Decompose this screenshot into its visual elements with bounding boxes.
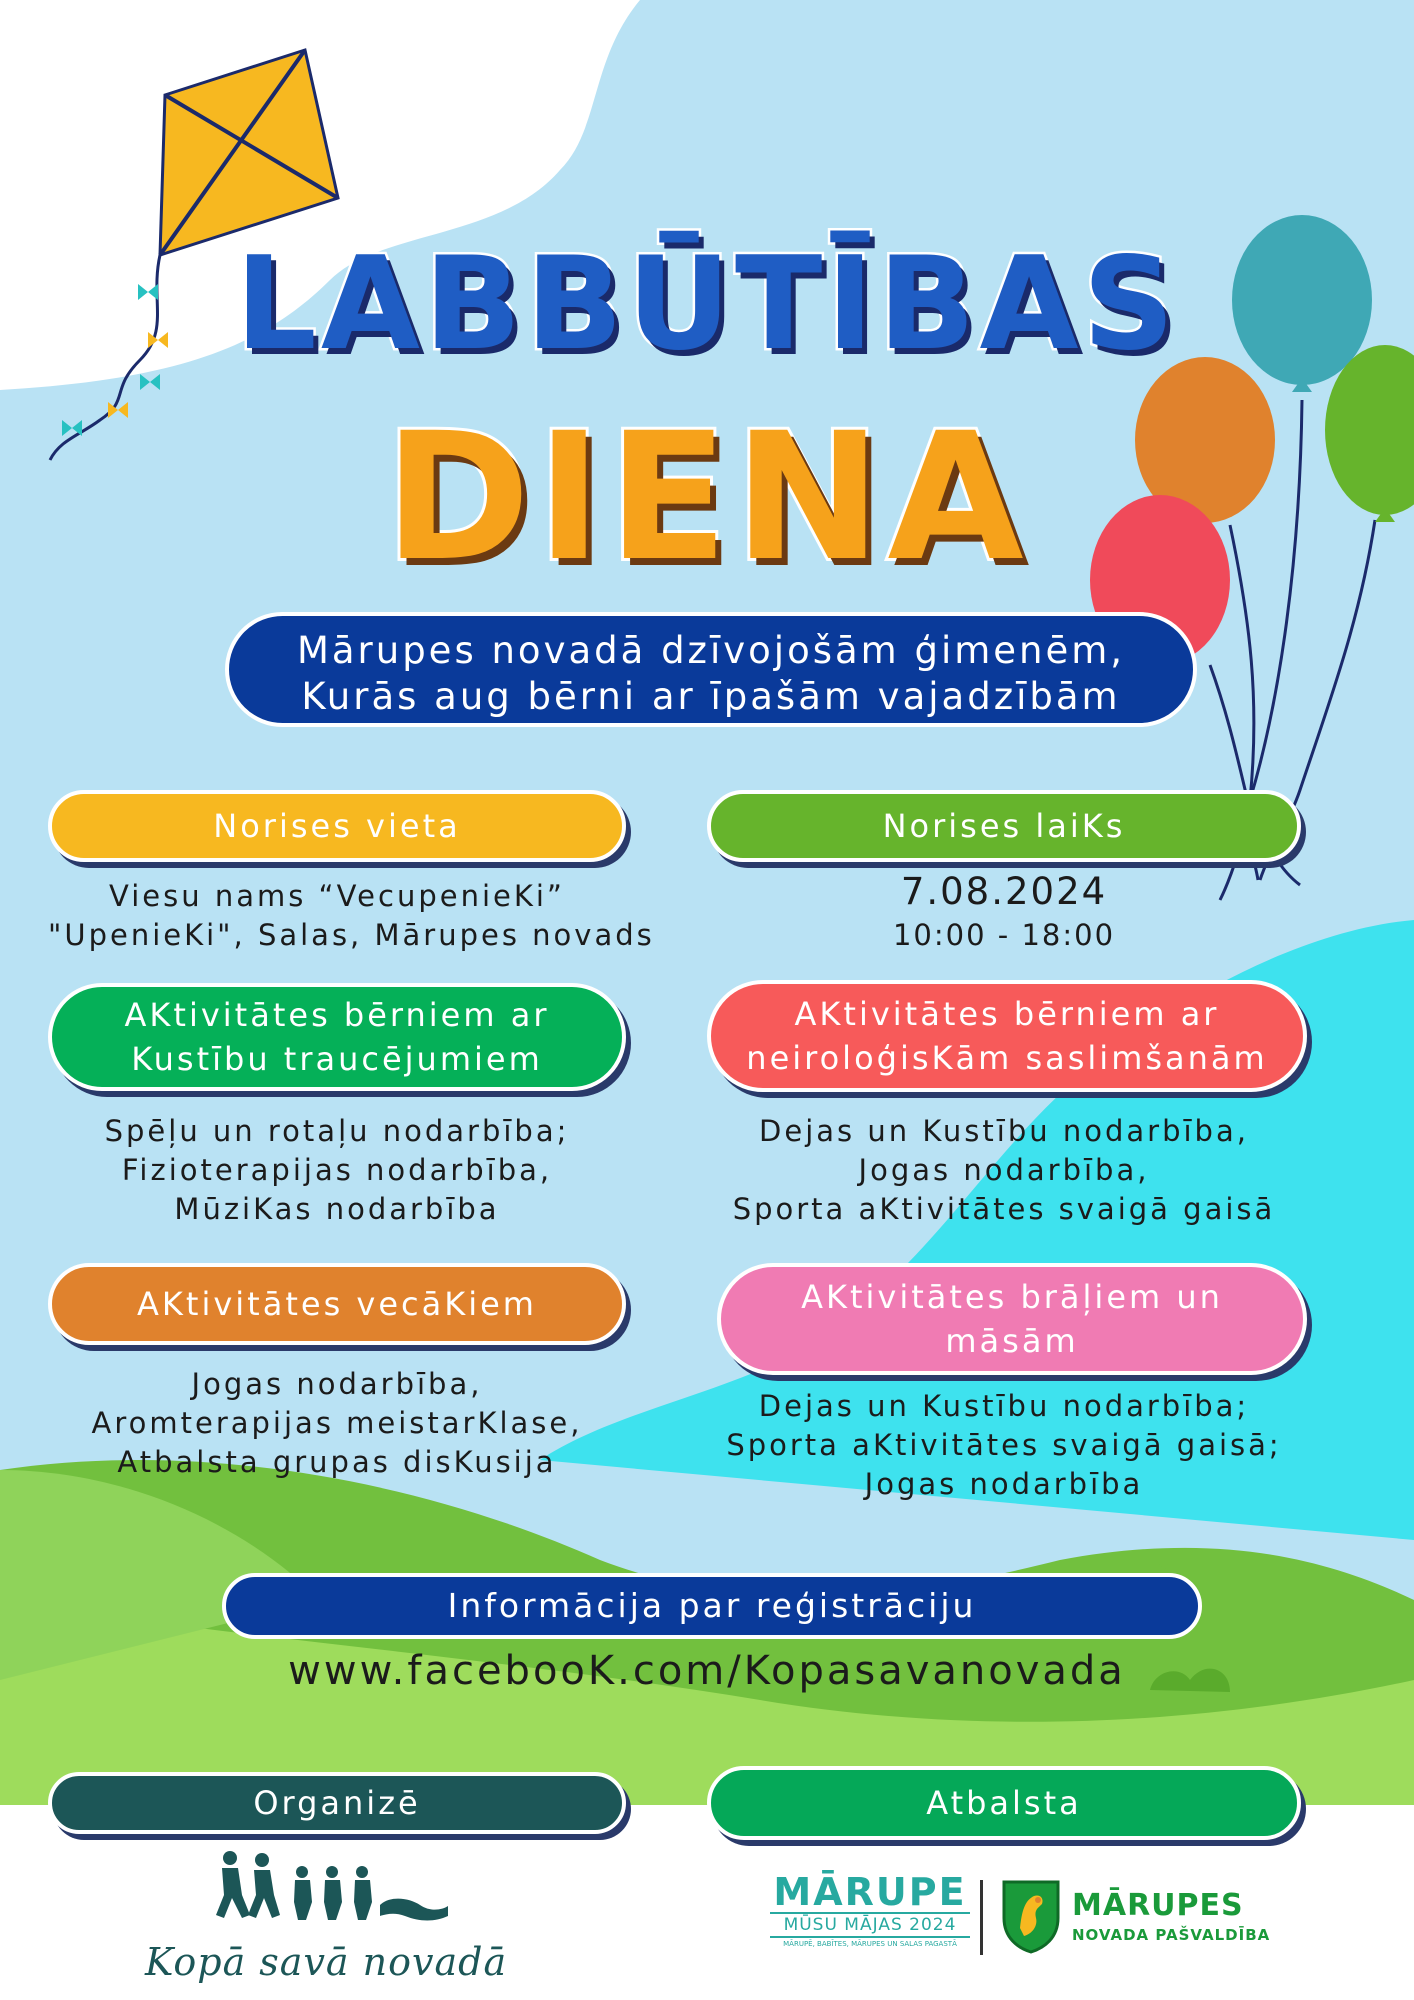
motor-label-pill — [48, 983, 626, 1091]
time-label: Norises laiKs — [882, 807, 1126, 845]
siblings-line-2: Sporta aKtivitātes svaigā gaisā; — [726, 1428, 1282, 1462]
neuro-line-2: Jogas nodarbība, — [858, 1153, 1150, 1187]
supporter-label: Atbalsta — [926, 1784, 1082, 1822]
event-date: 7.08.2024 — [900, 870, 1108, 913]
marupe-musu-majas-logo — [770, 1872, 970, 1962]
neuro-label-line-1: AKtivitātes bērniem ar — [794, 995, 1220, 1033]
logo-divider — [980, 1880, 983, 1955]
neuro-text — [707, 1112, 1301, 1229]
siblings-label-line-2: māsām — [945, 1322, 1079, 1360]
siblings-line-3: Jogas nodarbība — [864, 1467, 1144, 1501]
supporter-label-pill — [707, 1766, 1301, 1840]
siblings-line-1: Dejas un Kustību nodarbība; — [758, 1389, 1250, 1423]
motor-line-1: Spēļu un rotaļu nodarbība; — [104, 1114, 570, 1148]
time-text — [707, 868, 1301, 955]
neuro-line-3: Sporta aKtivitātes svaigā gaisā — [732, 1192, 1276, 1226]
siblings-label-pill — [717, 1263, 1307, 1375]
time-label-pill — [707, 790, 1301, 862]
event-hours: 10:00 - 18:00 — [892, 918, 1116, 952]
parents-line-2: Aromterapijas meistarKlase, — [91, 1406, 583, 1440]
parents-label: AKtivitātes vecāKiem — [137, 1285, 537, 1323]
parents-line-1: Jogas nodarbība, — [191, 1367, 483, 1401]
organizer-logo — [140, 1850, 508, 1990]
motor-label-line-2: Kustību traucējumiem — [131, 1040, 543, 1078]
parents-label-pill — [48, 1263, 626, 1345]
logo1-title: MĀRUPE — [773, 1870, 967, 1914]
venue-line-2: "UpenieKi", Salas, Mārupes novads — [48, 918, 655, 952]
logo1-sub: MŪSU MĀJAS 2024 — [770, 1912, 970, 1938]
venue-line-1: Viesu nams “VecupenieKi” — [109, 879, 565, 913]
venue-label-pill — [48, 790, 626, 862]
venue-label: Norises vieta — [213, 807, 461, 845]
parents-text — [48, 1365, 626, 1482]
organizer-logo-text: Kopā savā novadā — [145, 1940, 508, 1984]
title-line-2: DIENA — [384, 395, 1030, 600]
siblings-label-line-1: AKtivitātes brāļiem un — [801, 1278, 1223, 1316]
subtitle-line-2: Kurās aug bērni ar īpašām vajadzībām — [301, 675, 1121, 718]
subtitle-banner — [225, 612, 1197, 727]
registration-label: Informācija par reģistrāciju — [447, 1586, 977, 1625]
marupes-pasvaldiba-logo — [1000, 1878, 1271, 1958]
title-line-1: LABBŪTĪBAS — [235, 230, 1179, 379]
logo1-small: MĀRUPĒ, BABĪTES, MĀRUPES UN SALAS PAGASTĀ — [783, 1940, 957, 1948]
organizer-label-pill — [48, 1772, 626, 1834]
organizer-label: Organizē — [253, 1784, 421, 1822]
neuro-label-pill — [707, 980, 1307, 1092]
logo2-title: MĀRUPES — [1072, 1888, 1244, 1923]
siblings-text — [707, 1387, 1301, 1504]
logo2-sub: NOVADA PAŠVALDĪBA — [1072, 1926, 1271, 1944]
subtitle-line-1: Mārupes novadā dzīvojošām ģimenēm, — [296, 629, 1126, 672]
coat-of-arms-icon — [1000, 1878, 1062, 1954]
motor-label-line-1: AKtivitātes bērniem ar — [124, 996, 550, 1034]
registration-label-pill — [222, 1573, 1202, 1639]
motor-text — [48, 1112, 626, 1229]
motor-line-2: Fizioterapijas nodarbība, — [121, 1153, 553, 1187]
neuro-line-1: Dejas un Kustību nodarbība, — [759, 1114, 1249, 1148]
parents-line-3: Atbalsta grupas disKusija — [117, 1445, 557, 1479]
motor-line-3: MūziKas nodarbība — [174, 1192, 500, 1226]
venue-text — [48, 877, 655, 955]
facebook-link[interactable]: www.facebooK.com/Kopasavanovada — [288, 1648, 1126, 1694]
neuro-label-line-2: neiroloģisKām saslimšanām — [746, 1039, 1268, 1077]
family-figures-icon — [210, 1850, 450, 1930]
